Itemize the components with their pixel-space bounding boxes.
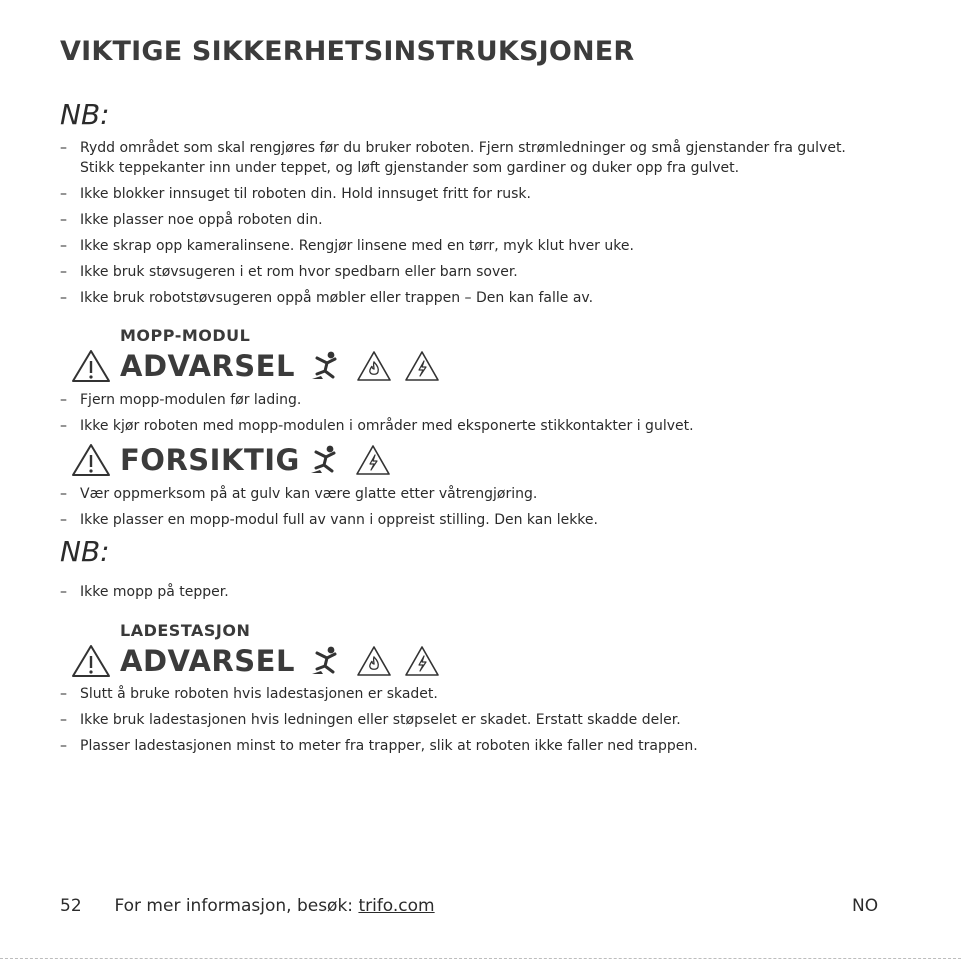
list-item: – Ikke bruk ladestasjonen hvis ledningen eller støpselet er skadet. Erstatt skadde deler. [60, 712, 681, 728]
section-label-dock: LADESTASJON [120, 621, 251, 640]
warning-heading-row [70, 348, 451, 384]
list-item: – Ikke bruk støvsugeren i et rom hvor spedbarn eller barn sover. [60, 264, 518, 280]
nb-list [60, 138, 846, 314]
warning-heading-row [70, 643, 451, 679]
electric-hazard-icon [403, 644, 441, 678]
slip-hazard-icon [309, 645, 345, 677]
advarsel-list [60, 684, 698, 762]
advarsel-heading: ADVARSEL [120, 349, 295, 383]
forsiktig-heading: FORSIKTIG [120, 443, 300, 477]
page-number: 52 [60, 896, 82, 916]
list-item: – Fjern mopp-modulen før lading. [60, 392, 302, 408]
advarsel-heading: ADVARSEL [120, 644, 295, 678]
fire-hazard-icon [355, 349, 393, 383]
list-item-continuation: Stikk teppekanter inn under teppet, og løft gjenstander som gardiner og duker opp fra gulvet. [80, 160, 740, 176]
warning-icon [70, 643, 112, 679]
electric-hazard-icon [403, 349, 441, 383]
language-code: NO [852, 896, 879, 916]
electric-hazard-icon [354, 443, 392, 477]
page-edge-divider [0, 958, 961, 959]
slip-hazard-icon [308, 444, 344, 476]
list-item: – Ikke kjør roboten med mopp-modulen i områder med eksponerte stikkontakter i gulvet. [60, 418, 694, 434]
nb-label: NB: [60, 535, 110, 568]
list-item: – Ikke plasser en mopp-modul full av vann i oppreist stilling. Den kan lekke. [60, 512, 598, 528]
forsiktig-list [60, 484, 598, 536]
list-item: – Rydd området som skal rengjøres før du bruker roboten. Fjern strømledninger og små gjenstander fra gulvet. [60, 140, 846, 156]
footer [60, 896, 435, 916]
warning-icon [70, 442, 112, 478]
list-item: – Ikke mopp på tepper. [60, 584, 229, 600]
list-item: – Ikke skrap opp kameralinsene. Rengjør linsene med en tørr, myk klut hver uke. [60, 238, 634, 254]
footer-text: For mer informasjon, besøk: [114, 896, 354, 916]
fire-hazard-icon [355, 644, 393, 678]
list-item: – Ikke blokker innsuget til roboten din. Hold innsuget fritt for rusk. [60, 186, 531, 202]
list-item: – Ikke bruk robotstøvsugeren oppå møbler eller trappen – Den kan falle av. [60, 290, 594, 306]
slip-hazard-icon [309, 350, 345, 382]
nb-list [60, 582, 229, 608]
section-label-mop: MOPP-MODUL [120, 326, 251, 345]
nb-label: NB: [60, 98, 110, 131]
list-item: – Vær oppmerksom på at gulv kan være glatte etter våtrengjøring. [60, 486, 538, 502]
list-item: – Ikke plasser noe oppå roboten din. [60, 212, 323, 228]
list-item: – Plasser ladestasjonen minst to meter fra trapper, slik at roboten ikke faller ned trappen. [60, 738, 698, 754]
website-link[interactable]: trifo.com [358, 896, 435, 916]
advarsel-list [60, 390, 694, 442]
page-title: VIKTIGE SIKKERHETSINSTRUKSJONER [60, 36, 635, 67]
warning-icon [70, 348, 112, 384]
list-item: – Slutt å bruke roboten hvis ladestasjonen er skadet. [60, 686, 438, 702]
caution-heading-row [70, 442, 402, 478]
